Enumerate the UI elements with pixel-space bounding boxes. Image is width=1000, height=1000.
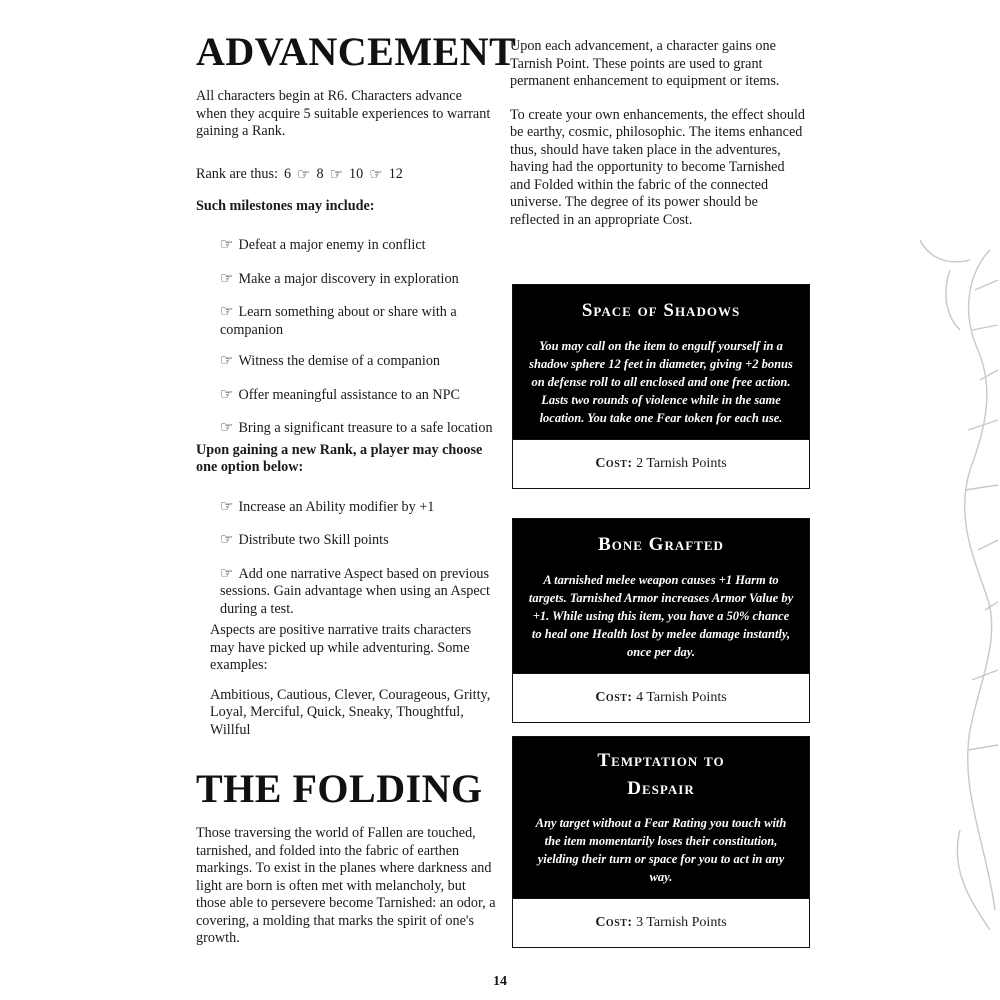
card-header xyxy=(513,737,809,898)
cost-label: Cost: xyxy=(595,689,633,705)
pointing-hand-icon: ☞ xyxy=(220,353,234,369)
milestone-item: ☞ Defeat a major enemy in conflict xyxy=(220,237,426,253)
card-title: Temptation to Despair xyxy=(597,750,725,799)
card-cost xyxy=(513,673,809,722)
pointing-hand-icon: ☞ xyxy=(297,166,311,183)
cost-value: 4 Tarnish Points xyxy=(636,689,727,705)
card-header xyxy=(513,285,809,439)
pointing-hand-icon: ☞ xyxy=(220,565,234,582)
enhancement-guidance: To create your own enhancements, the effect should be earthy, cosmic, philosophic. The items enhanced thus, should have taken place in the adventures, having had the opportunity to become Tarnished and Folded within the fabric of the connected universe. The degree of its power should be reflected in an appropriate Cost. xyxy=(510,106,805,228)
folding-body: Those traversing the world of Fallen are touched, tarnished, and folded into the fabric of earthen markings. To exist in the planes where darkness and light are born is often met with melancholy, but those able to persevere become Tarnished: an odor, a covering, a molding that marks the spirit of one's growth. xyxy=(196,825,496,946)
advancement-intro: All characters begin at R6. Characters advance when they acquire 5 suitable experiences to warrant gaining a Rank. xyxy=(196,88,491,139)
card-description: A tarnished melee weapon causes +1 Harm to targets. Tarnished Armor increases Armor Value by +1. While using this item, you have a 50% chance to heal one Health lost by melee damage instantly, once per day. xyxy=(528,572,794,659)
tarnish-intro: Upon each advancement, a character gains one Tarnish Point. These points are used to grant permanent enhancement to equipment or items. xyxy=(510,38,780,89)
cost-label: Cost: xyxy=(595,455,633,471)
milestones-heading: Such milestones may include: xyxy=(196,197,375,214)
card-cost xyxy=(513,898,809,947)
right-column xyxy=(510,38,808,229)
card-title: Bone Grafted xyxy=(598,534,724,555)
pointing-hand-icon: ☞ xyxy=(220,386,234,403)
pointing-hand-icon: ☞ xyxy=(220,498,234,515)
cost-value: 3 Tarnish Points xyxy=(636,915,727,931)
card-description: You may call on the item to engulf yourself in a shadow sphere 12 feet in diameter, giving +2 bonus on defense roll to all enclosed and one free action. Lasts two rounds of violence while in the same location. You take one Fear token for each use. xyxy=(529,338,793,425)
option-item: ☞ Distribute two Skill points xyxy=(220,532,389,548)
milestone-item: ☞ Witness the demise of a companion xyxy=(220,353,441,369)
rank-value: 10 xyxy=(349,165,364,182)
cost-value: 2 Tarnish Points xyxy=(636,455,727,471)
rank-value: 12 xyxy=(388,165,403,182)
milestone-item: ☞ Offer meaningful assistance to an NPC xyxy=(220,386,461,403)
milestone-item: ☞ Make a major discovery in exploration xyxy=(220,270,459,287)
card-title: Space of Shadows xyxy=(581,300,741,321)
card-description: Any target without a Fear Rating you touch with the item momentarily loses their constitution, yielding their turn or space for you to act in any way. xyxy=(535,816,787,885)
pointing-hand-icon: ☞ xyxy=(220,532,234,548)
left-column xyxy=(196,29,517,948)
pointing-hand-icon: ☞ xyxy=(369,166,383,183)
folding-heading: THE FOLDING xyxy=(196,766,483,811)
figure-sketch-icon xyxy=(800,230,1000,950)
milestone-item: ☞ Learn something about or share with a companion xyxy=(220,304,457,338)
option-item: ☞ Add one narrative Aspect based on previous sessions. Gain advantage when using an Aspect during a test. xyxy=(220,565,490,617)
pointing-hand-icon: ☞ xyxy=(220,270,234,287)
rank-progression xyxy=(196,165,496,184)
enhancement-card xyxy=(512,518,810,723)
aspects-text: Aspects are positive narrative traits characters may have picked up while adventuring. Some examples: xyxy=(210,622,472,673)
cost-label: Cost: xyxy=(595,915,633,931)
enhancement-card xyxy=(512,736,810,948)
aspects-examples: Ambitious, Cautious, Clever, Courageous, Gritty, Loyal, Merciful, Quick, Sneaky, Thoughtful, Willful xyxy=(210,686,491,738)
pointing-hand-icon: ☞ xyxy=(220,304,234,320)
pointing-hand-icon: ☞ xyxy=(220,420,234,436)
rank-value: 6 xyxy=(283,165,292,182)
options-heading: Upon gaining a new Rank, a player may choose one option below: xyxy=(196,441,483,475)
pointing-hand-icon: ☞ xyxy=(220,237,234,253)
card-header xyxy=(513,519,809,673)
enhancement-card xyxy=(512,284,810,489)
milestone-item: ☞ Bring a significant treasure to a safe location xyxy=(220,420,493,436)
rank-label: Rank are thus: xyxy=(196,165,278,182)
advancement-heading: ADVANCEMENT xyxy=(196,29,517,74)
page-number: 14 xyxy=(493,974,507,989)
option-item: ☞ Increase an Ability modifier by +1 xyxy=(220,498,435,515)
rank-value: 8 xyxy=(316,165,324,182)
pointing-hand-icon: ☞ xyxy=(329,166,344,183)
card-cost xyxy=(513,439,809,488)
